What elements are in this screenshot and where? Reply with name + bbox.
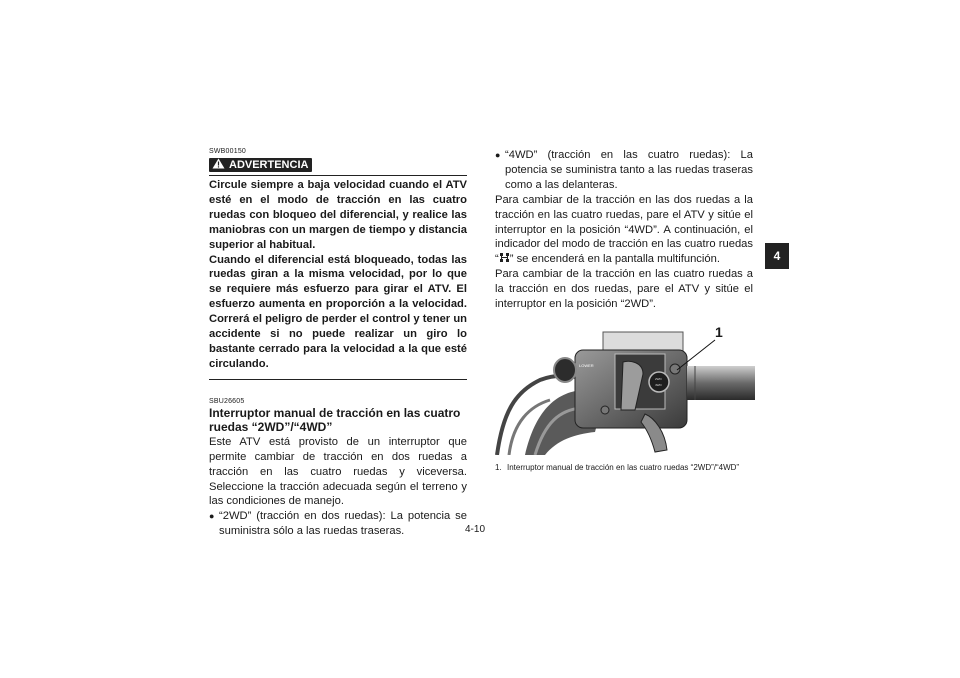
paragraph-2wd: Para cambiar de la tracción en las cuatro ruedas a la tracción en dos ruedas, pare el ATV y sitúe el interruptor en la posición “2WD”. [495,268,753,311]
bullet-item [209,509,467,539]
svg-text:2WD: 2WD [655,377,662,381]
warning-triangle-icon [212,158,225,172]
switch-label: LOWER [579,363,594,368]
section-title: Interruptor manual de tracción en las cuatro ruedas “2WD”/“4WD” [209,405,461,435]
bullet-text: “4WD” (tracción en las cuatro ruedas): La potencia se suministra tanto a las ruedas traseras como a las delanteras. [505,149,753,191]
bullet-text: “2WD” (tracción en dos ruedas): La potencia se suministra sólo a las ruedas traseras. [219,510,467,538]
left-column [209,148,467,539]
paragraph-4wd-after: ” se encenderá en la pantalla multifunción. [509,253,720,266]
caption-number: 1. [495,463,502,472]
warning-code: SWB00150 [209,148,247,155]
warning-paragraph: Circule siempre a baja velocidad cuando el ATV esté en el modo de tracción en las cuatro ruedas con bloqueo del diferencial, y realice las maniobras con un margen de tiempo y distancia superior al habitual. [209,179,467,251]
paragraph-4wd-before: Para cambiar de la tracción en las dos ruedas a la tracción en las cuatro ruedas, pare el ATV y sitúe el interruptor en la posición “4WD”. A continuación, el indicador del modo de tracción en las cuatro ruedas “ [495,193,753,266]
right-column [495,148,753,312]
bullet-dot-icon: ● [495,150,501,160]
warning-label: ADVERTENCIA [229,159,309,171]
bullet-dot-icon: ● [209,511,215,522]
caption-text: Interruptor manual de tracción en las cuatro ruedas “2WD”/“4WD” [507,463,740,472]
bullet-item [495,148,753,193]
warning-badge [209,158,312,172]
warning-paragraph: Cuando el diferencial está bloqueado, todas las ruedas giran a la misma velocidad, por lo que se requiere más esfuerzo para girar el ATV. El esfuerzo aumenta en proporción a la velocidad. Correrá el peligro de perder el control y tener un accidente si no puede realizar un giro lo bastante cerrado para la velocidad a la que esté circulando. [209,253,467,370]
paragraph-4wd [495,193,753,268]
warning-divider [209,175,467,176]
4wd-indicator-icon [499,253,510,265]
warning-text [209,178,467,372]
page-number: 4-10 [465,524,486,535]
figure-callout-number: 1 [715,324,723,340]
figure-caption [495,463,755,473]
handlebar-switch-illustration [495,322,755,455]
section-intro: Este ATV está provisto de un interruptor que permite cambiar de tracción en dos ruedas a tracción en las cuatro ruedas y viceversa. Seleccione la tracción adecuada según el terreno y las condiciones de manejo. [209,435,467,508]
section-code: SBU26605 [209,397,245,405]
warning-end-divider [209,379,467,380]
svg-text:4WD: 4WD [655,383,662,387]
chapter-tab: 4 [765,243,789,269]
